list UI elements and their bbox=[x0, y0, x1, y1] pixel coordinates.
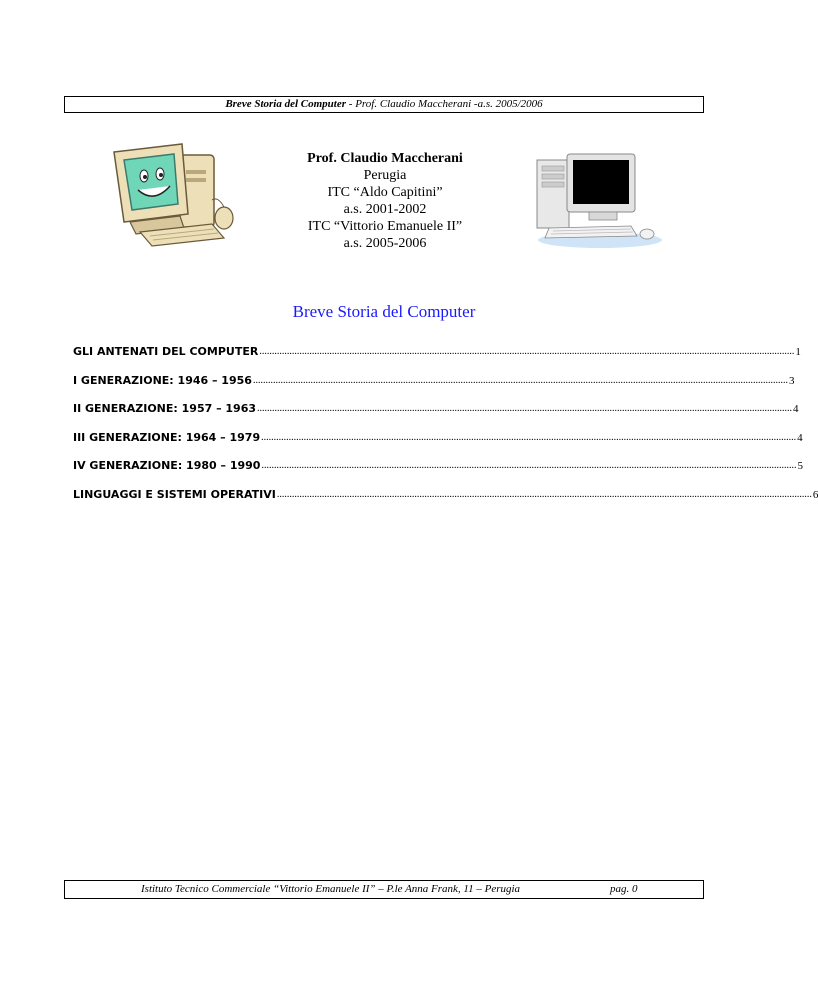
author-name: Prof. Claudio Maccherani bbox=[307, 151, 463, 166]
toc-leader-dots: ...................................................................................................................................................................................................................... bbox=[261, 431, 797, 443]
toc-leader-dots: ...................................................................................................................................................................................................................... bbox=[261, 460, 797, 471]
toc-entry-label: GLI ANTENATI DEL COMPUTER bbox=[73, 345, 259, 358]
toc-leader-dots: ...................................................................................................................................................................................................................... bbox=[252, 374, 788, 386]
toc-entry-page: 1 bbox=[795, 346, 801, 358]
header-separator: - bbox=[346, 98, 356, 110]
author-block bbox=[230, 150, 540, 252]
toc-entry-label: IV GENERAZIONE: 1980 – 1990 bbox=[73, 459, 261, 472]
toc-entry[interactable] bbox=[73, 402, 799, 431]
toc-entry-label: II GENERAZIONE: 1957 – 1963 bbox=[73, 402, 257, 415]
author-year-2: a.s. 2005-2006 bbox=[343, 236, 427, 251]
author-school-2: ITC “Vittorio Emanuele II” bbox=[307, 219, 463, 234]
toc-entry-page: 4 bbox=[797, 431, 803, 444]
toc-entry-page: 5 bbox=[797, 460, 803, 472]
toc-entry-label: I GENERAZIONE: 1946 – 1956 bbox=[73, 373, 252, 387]
toc-entry-label: LINGUAGGI E SISTEMI OPERATIVI bbox=[73, 487, 276, 501]
page-footer bbox=[64, 880, 704, 899]
footer-text: Istituto Tecnico Commerciale “Vittorio Emanuele II” – P.le Anna Frank, 11 – Perugia bbox=[141, 883, 521, 895]
toc-entry[interactable] bbox=[73, 430, 803, 460]
author-city: Perugia bbox=[363, 168, 407, 183]
author-year-1: a.s. 2001-2002 bbox=[343, 202, 427, 217]
toc-entry[interactable] bbox=[73, 459, 803, 488]
page-header bbox=[64, 96, 704, 113]
toc-entry-page: 4 bbox=[793, 403, 799, 415]
author-school-1: ITC “Aldo Capitini” bbox=[327, 185, 443, 200]
document-title: Breve Storia del Computer bbox=[292, 302, 476, 321]
header-title: Breve Storia del Computer bbox=[225, 98, 347, 110]
cartoon-computer-icon bbox=[100, 140, 250, 250]
table-of-contents bbox=[73, 345, 818, 516]
toc-leader-dots: ...................................................................................................................................................................................................................... bbox=[259, 346, 795, 357]
toc-entry-page: 3 bbox=[788, 374, 795, 387]
toc-entry-label: III GENERAZIONE: 1964 – 1979 bbox=[73, 430, 261, 444]
toc-entry[interactable] bbox=[73, 487, 818, 517]
desktop-computer-icon bbox=[535, 150, 665, 250]
toc-leader-dots: ...................................................................................................................................................................................................................... bbox=[257, 403, 793, 414]
footer-page-number: pag. 0 bbox=[610, 883, 638, 895]
toc-entry-page: 6 bbox=[812, 488, 818, 501]
toc-entry[interactable] bbox=[73, 345, 801, 374]
toc-entry[interactable] bbox=[73, 373, 795, 403]
toc-leader-dots: ...................................................................................................................................................................................................................... bbox=[276, 488, 812, 500]
header-subtitle: Prof. Claudio Maccherani -a.s. 2005/2006 bbox=[355, 98, 543, 110]
